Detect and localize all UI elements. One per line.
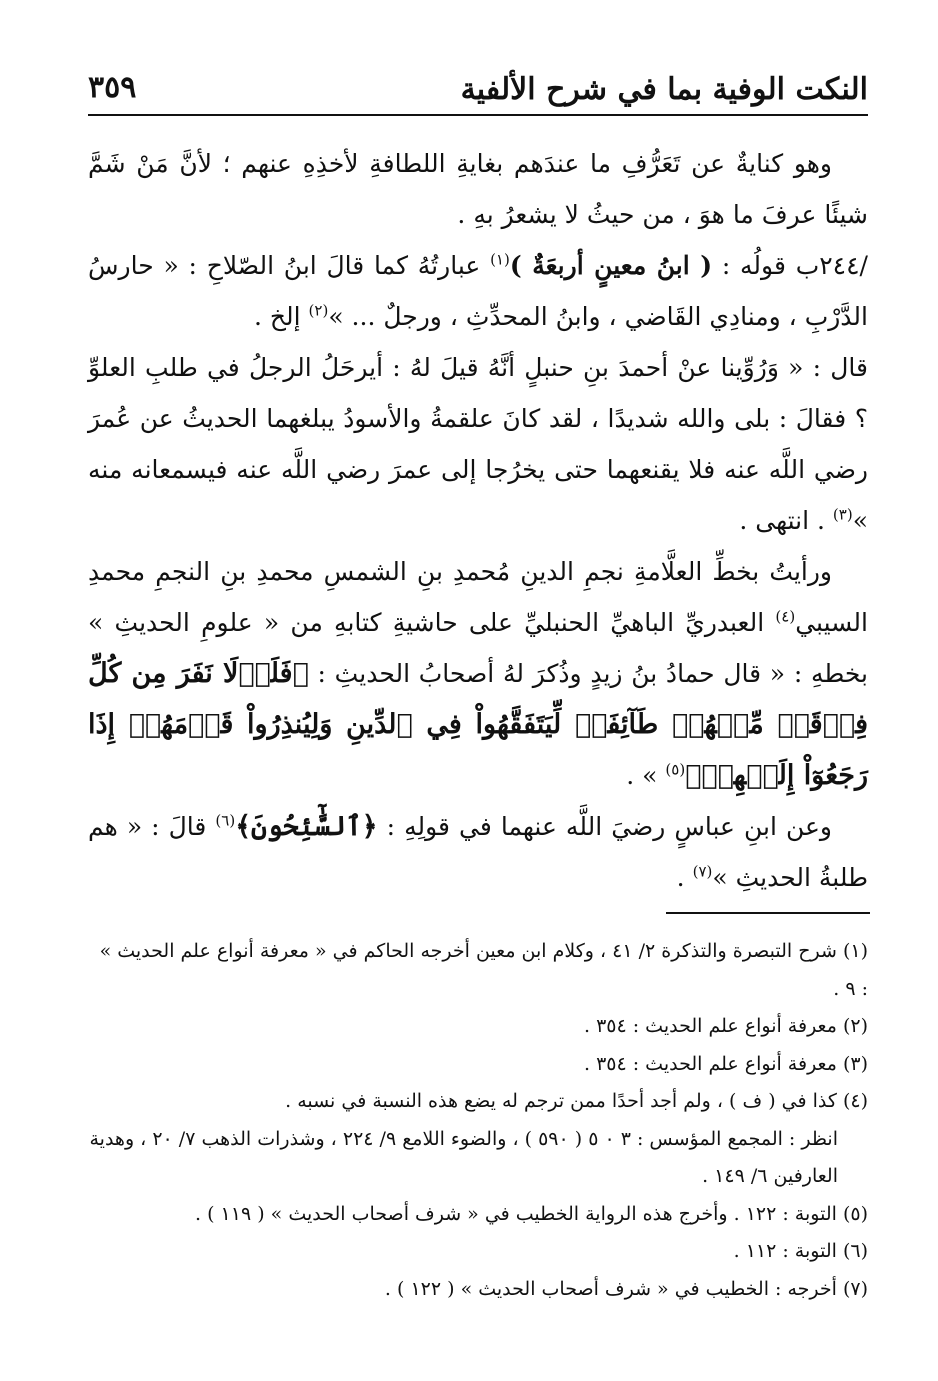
book-title: النكت الوفية بما في شرح الألفية [460,72,868,107]
footnote-ref-1[interactable]: (١) [490,250,510,269]
footnote-ref-5[interactable]: (٥) [665,760,686,779]
quoted-lemma: ( ابنُ معينٍ أربعَةٌ ) [509,251,713,280]
footnote-ref-6[interactable]: (٦) [215,811,236,830]
paragraph-1: وهو كنايةٌ عن تَعَرُّفِ ما عندَهم بغايةِ اللطافةِ لأخذِهِ عنهم ؛ لأنَّ مَنْ شَمَّ شيئًا عرفَ ما هوَ ، من حيثُ لا يشعرُ بهِ . [88,149,868,229]
manuscript-folio-marker: /٢٤٤ب [795,251,868,280]
paragraph-4-text-b: العبدريِّ الباهيِّ الحنبليِّ على حاشيةِ كتابهِ من « علومِ الحديثِ » بخطهِ : « قال حمادُ بنُ زيدٍ وذُكرَ لهُ أصحابُ الحديثِ : [88,608,868,688]
paragraph-3 [88,342,868,546]
quran-verse-tawbah-122: ﴿فَلَوۡلَا نَفَرَ مِن كُلِّ فِرۡقَةٖ مِّنۡهُمۡ طَآئِفَةٞ لِّيَتَفَقَّهُواْ فِي ٱلدِّينِ وَلِيُنذِرُواْ قَوۡمَهُمۡ إِذَا رَجَعُوٓاْ إِلَيۡهِمۡ﴾ [88,658,868,791]
running-header [88,62,868,116]
footnote-3: (٣) معرفة أنواع علم الحديث : ٣٥٤ . [583,1052,868,1075]
page-number: ٣٥٩ [88,70,137,105]
paragraph-5 [88,801,868,903]
paragraph-4-end: » . [626,761,658,790]
paragraph-4-text-a: ورأيتُ بخطِّ العلَّامةِ نجمِ الدينِ مُحمدِ بنِ الشمسِ محمدِ بنِ النجمِ محمدِ السيبي [88,557,868,637]
paragraph-2 [88,240,868,342]
paragraph-5-text-a: وعن ابنِ عباسٍ رضيَ اللَّه عنهما في قولِهِ : [386,812,832,841]
footnote-4-continuation: انظر : المجمع المؤسس : ٣ ٠ ٥ ( ٥٩٠ ) ، والضوء اللامع ٩/ ٢٢٤ ، وشذرات الذهب ٧/ ٢٠ ، وهدية العارفين ٦/ ١٤٩ . [89,1127,838,1187]
paragraph-3-text: قال : « وَرُوِّينا عنْ أحمدَ بنِ حنبلٍ أنَّهُ قيلَ لهُ : أيرحَلُ الرجلُ في طلبِ العلوِّ ؟ فقالَ : بلى والله شديدًا ، لقد كانَ علقمةُ والأسودُ يبلغهما الحديثُ عن عُمرَ رضي اللَّه عنه فلا يقنعهما حتى يخرُجا إلى عمرَ رضي اللَّه عنه فيسمعانه منه » [88,353,868,535]
footnote-separator [666,912,870,914]
paragraph-3-end: . انتهى . [739,506,825,535]
footnote-ref-4[interactable]: (٤) [775,607,796,626]
footnote-ref-7[interactable]: (٧) [692,862,713,881]
footnote-ref-3[interactable]: (٣) [832,505,853,524]
qawluh-label: قولُه : [721,251,786,280]
paragraph-5-text-b: قالَ : « هم طلبةُ الحديثِ » [88,812,868,892]
paragraph-4 [88,546,868,801]
quran-word-saihun: ﴿ٱلسَّٰٓئِحُونَ﴾ [235,811,378,842]
footnotes [88,933,868,1308]
footnote-ref-2[interactable]: (٢) [308,301,329,320]
paragraph-2-text: عبارتُهُ كما قالَ ابنُ الصّلاحِ : « حارسُ الدَّرْبِ ، ومنادِي القَاضي ، وابنُ المحدِّثِ ، ورجلٌ ... » [88,251,868,331]
footnote-1: (١) شرح التبصرة والتذكرة ٢/ ٤١ ، وكلام ابن معين أخرجه الحاكم في « معرفة أنواع علم الحديث » : ٩ . [99,940,868,1000]
footnote-6: (٦) التوبة : ١١٢ . [733,1240,868,1262]
footnote-7: (٧) أخرجه : الخطيب في « شرف أصحاب الحديث » ( ١٢٢ ) . [384,1277,868,1300]
footnote-4: (٤) كذا في ( ف ) ، ولم أجد أحدًا ممن ترجم له يضع هذه النسبة في نسبه . [285,1090,868,1112]
main-text [88,138,868,903]
paragraph-5-end: . [676,863,685,892]
footnote-5: (٥) التوبة : ١٢٢ . وأخرج هذه الرواية الخطيب في « شرف أصحاب الحديث » ( ١١٩ ) . [195,1202,868,1225]
paragraph-2-end: إلخ . [253,302,301,331]
footnote-2: (٢) معرفة أنواع علم الحديث : ٣٥٤ . [583,1015,868,1037]
